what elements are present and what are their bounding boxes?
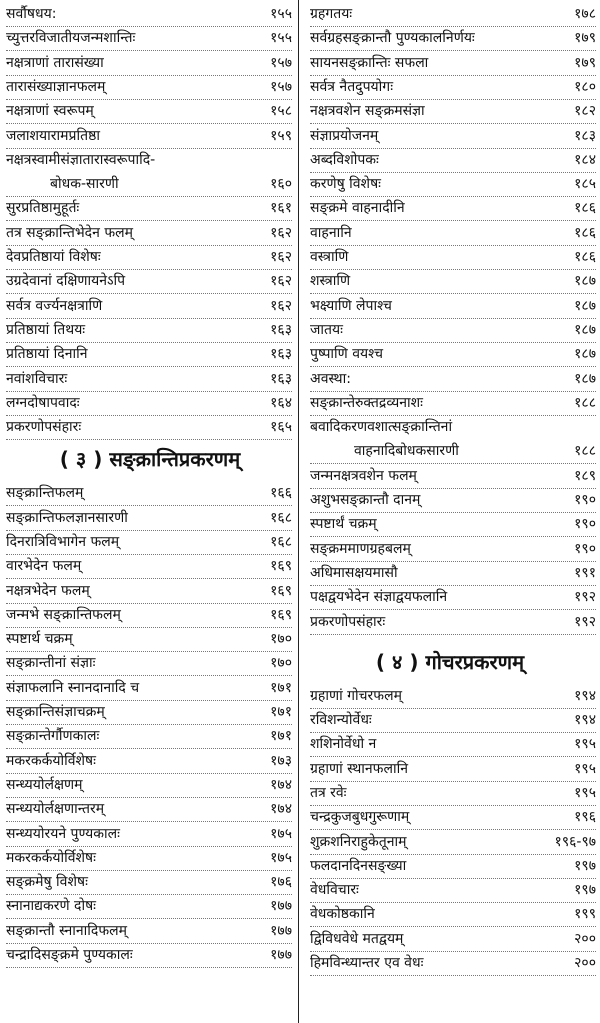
toc-entry-title: सङ्क्रान्तेर्गौणकालः xyxy=(6,728,100,744)
toc-entry-page: १६८ xyxy=(270,510,292,526)
toc-entry xyxy=(6,124,292,149)
toc-entry xyxy=(310,512,596,537)
toc-entry xyxy=(6,506,292,531)
toc-entry-title: वारभेदेन फलम् xyxy=(6,558,82,574)
toc-entry xyxy=(6,75,292,100)
toc-entry xyxy=(310,124,596,149)
toc-entry xyxy=(6,603,292,628)
toc-entry-title: नवांशविचारः xyxy=(6,371,68,387)
toc-entry-title: शस्त्राणि xyxy=(310,273,351,289)
toc-entry-page: १७८ xyxy=(574,6,596,22)
toc-entry-title: चन्द्रकुजबुधगुरूणाम् xyxy=(310,809,410,825)
toc-entry-title: सुरप्रतिष्ठामुहूर्तः xyxy=(6,200,80,216)
toc-entry-title: वेधविचारः xyxy=(310,882,359,898)
toc-entry xyxy=(310,391,596,416)
toc-entry xyxy=(6,919,292,944)
toc-entry-page: १८४ xyxy=(574,152,596,168)
toc-entry xyxy=(6,724,292,749)
toc-entry-page: १५५ xyxy=(270,6,292,22)
toc-entry-page: १७५ xyxy=(270,826,292,842)
toc-entry-page: १७१ xyxy=(270,728,292,744)
toc-entry xyxy=(310,75,596,100)
toc-entry xyxy=(6,318,292,343)
toc-entry xyxy=(6,554,292,579)
section-heading: ( ३ ) सङ्क्रान्तिप्रकरणम् xyxy=(59,447,241,471)
toc-entry xyxy=(310,26,596,51)
toc-entry-page: २०० xyxy=(574,931,596,947)
toc-entry xyxy=(6,651,292,676)
toc-entry-page: १६९ xyxy=(270,558,292,574)
toc-entry-page: १५५ xyxy=(270,30,292,46)
column-divider xyxy=(298,0,299,1023)
toc-entry-page: १९१ xyxy=(574,565,596,581)
toc-entry xyxy=(6,415,292,440)
toc-entry xyxy=(6,530,292,555)
toc-entry-page: १९४ xyxy=(574,688,596,704)
toc-entry-page: १६४ xyxy=(270,395,292,411)
toc-entry-title: ग्रहाणां गोचरफलम् xyxy=(310,688,402,704)
toc-entry xyxy=(310,342,596,367)
toc-entry xyxy=(310,684,596,709)
toc-entry xyxy=(6,676,292,701)
toc-entry-page: १८६ xyxy=(574,200,596,216)
toc-entry-title: तत्र रवेः xyxy=(310,785,347,801)
toc-entry-page: १७१ xyxy=(270,704,292,720)
toc-entry-title: अधिमासक्षयमासौ xyxy=(310,565,398,581)
toc-entry xyxy=(6,391,292,416)
toc-entry-page: १९९ xyxy=(574,906,596,922)
section-heading: ( ४ ) गोचरप्रकरणम् xyxy=(375,650,525,674)
toc-entry xyxy=(310,708,596,733)
toc-entry-title: भक्ष्याणि लेपाश्च xyxy=(310,298,392,314)
toc-entry-title: बवादिकरणवशात्सङ्क्रान्तिनां xyxy=(310,419,453,435)
toc-entry xyxy=(6,148,292,172)
toc-entry xyxy=(310,805,596,830)
toc-entry-title: वाहनादिबोधकसारणी xyxy=(354,443,459,459)
toc-entry-title: सर्वत्र वर्ज्यनक्षत्राणि xyxy=(6,298,103,314)
toc-entry-title: बोधक-सारणी xyxy=(50,176,119,192)
toc-entry-title: सन्ध्ययोर्लक्षणान्तरम् xyxy=(6,801,105,817)
toc-entry-page: १६२ xyxy=(270,225,292,241)
toc-entry xyxy=(310,367,596,392)
toc-entry-title: नक्षत्रस्वामीसंज्ञातारास्वरूपादि- xyxy=(6,152,156,168)
toc-entry-page: २०० xyxy=(574,955,596,971)
toc-entry xyxy=(6,342,292,367)
toc-entry-page: १८७ xyxy=(574,322,596,338)
toc-entry xyxy=(310,294,596,319)
toc-entry xyxy=(6,196,292,221)
toc-entry-title: रविशन्योर्वेधः xyxy=(310,712,372,728)
toc-entry-title: शुक्रशनिराहुकेतूनाम् xyxy=(310,834,407,850)
toc-entry-page: १७५ xyxy=(270,850,292,866)
toc-entry xyxy=(310,488,596,513)
toc-entry-page: १५७ xyxy=(270,55,292,71)
right-column xyxy=(300,0,600,1023)
toc-entry-title: जन्मभे सङ्क्रान्तिफलम् xyxy=(6,607,121,623)
toc-entry-title: संज्ञाप्रयोजनम् xyxy=(310,128,379,144)
toc-entry-page: १८८ xyxy=(574,443,596,459)
toc-entry-title: मकरकर्कयोर्विशेषः xyxy=(6,753,96,769)
toc-entry xyxy=(310,781,596,806)
toc-entry-title: जन्मनक्षत्रवशेन फलम् xyxy=(310,468,417,484)
toc-entry-title: फलदानदिनसङ्ख्या xyxy=(310,858,407,874)
toc-entry-page: १९५ xyxy=(574,761,596,777)
toc-entry xyxy=(310,878,596,903)
toc-entry xyxy=(310,196,596,221)
toc-entry-title: अब्दविशोपकः xyxy=(310,152,379,168)
toc-entry xyxy=(6,700,292,725)
toc-entry-page: १९० xyxy=(574,516,596,532)
toc-entry-page: १८८ xyxy=(574,395,596,411)
toc-entry-title: वेधकोष्ठकानि xyxy=(310,906,375,922)
toc-entry-title: दिनरात्रिविभागेन फलम् xyxy=(6,534,120,550)
toc-entry xyxy=(6,245,292,270)
toc-entry-title: सङ्क्रमेषु विशेषः xyxy=(6,874,88,890)
toc-entry-title: सर्वग्रहसङ्क्रान्तौ पुण्यकालनिर्णयः xyxy=(310,30,475,46)
toc-entry-title: तारासंख्याज्ञानफलम् xyxy=(6,79,106,95)
toc-entry-page: १८७ xyxy=(574,298,596,314)
toc-entry xyxy=(310,415,596,439)
toc-entry-title: सङ्क्रान्तिसंज्ञाचक्रम् xyxy=(6,704,105,720)
toc-entry xyxy=(310,269,596,294)
toc-entry xyxy=(6,579,292,604)
toc-entry xyxy=(310,854,596,879)
toc-entry-page: १६२ xyxy=(270,298,292,314)
toc-entry-title: वस्त्राणि xyxy=(310,249,349,265)
toc-entry-title: सङ्क्रान्तिफलम् xyxy=(6,485,84,501)
toc-entry-title: ग्रहाणां स्थानफलानि xyxy=(310,761,408,777)
toc-entry-page: १६९ xyxy=(270,607,292,623)
toc-entry xyxy=(310,245,596,270)
toc-entry-title: तत्र सङ्क्रान्तिभेदेन फलम् xyxy=(6,225,133,241)
toc-entry-title: सायनसङ्क्रान्तिः सफला xyxy=(310,55,429,71)
toc-entry-page: १९७ xyxy=(574,858,596,874)
toc-entry xyxy=(310,902,596,927)
toc-entry xyxy=(310,585,596,610)
toc-entry xyxy=(310,830,596,855)
toc-entry-page: १७० xyxy=(270,655,292,671)
toc-entry-title: सङ्क्रान्तीनां संज्ञाः xyxy=(6,655,96,671)
toc-entry-title: अशुभसङ्क्रान्तौ दानम् xyxy=(310,492,421,508)
toc-entry xyxy=(6,749,292,774)
toc-entry-title: अवस्था: xyxy=(310,371,351,387)
toc-entry-title: च्युत्तरविजातीयजन्मशान्तिः xyxy=(6,30,136,46)
toc-entry-title: प्रकरणोपसंहारः xyxy=(6,419,82,435)
toc-entry-title: सर्वत्र नैतदुपयोगः xyxy=(310,79,394,95)
toc-entry xyxy=(6,26,292,51)
toc-entry-page: १६३ xyxy=(270,371,292,387)
toc-entry xyxy=(6,822,292,847)
toc-entry-title: पक्षद्वयभेदेन संज्ञाद्वयफलानि xyxy=(310,589,448,605)
toc-entry-page: १६१ xyxy=(270,200,292,216)
toc-entry-page: १६६ xyxy=(270,485,292,501)
toc-entry xyxy=(310,951,596,976)
toc-entry xyxy=(310,2,596,27)
toc-entry-page: १७९ xyxy=(574,30,596,46)
toc-entry-page: १६२ xyxy=(270,273,292,289)
toc-entry xyxy=(310,927,596,952)
toc-entry xyxy=(310,99,596,124)
toc-entry xyxy=(310,439,596,464)
toc-entry-title: उग्रदेवानां दक्षिणायनेऽपि xyxy=(6,273,126,289)
toc-entry xyxy=(310,561,596,586)
toc-entry-title: स्नानाद्यकरणे दोषः xyxy=(6,898,96,914)
toc-entry xyxy=(310,148,596,173)
toc-entry xyxy=(6,870,292,895)
toc-entry xyxy=(6,481,292,506)
toc-entry-page: १७४ xyxy=(270,801,292,817)
toc-entry-page: १९६-९७ xyxy=(554,834,596,850)
toc-entry xyxy=(6,367,292,392)
toc-entry-page: १८२ xyxy=(574,103,596,119)
toc-entry-title: प्रकरणोपसंहारः xyxy=(310,614,386,630)
toc-entry-title: स्पष्टार्थं चक्रम् xyxy=(310,516,377,532)
toc-entry-title: नक्षत्राणां तारासंख्या xyxy=(6,55,104,71)
toc-entry-page: १६५ xyxy=(270,419,292,435)
toc-entry-page: १८६ xyxy=(574,225,596,241)
toc-entry-page: १७६ xyxy=(270,874,292,890)
toc-entry-page: १६० xyxy=(270,176,292,192)
toc-entry-page: १७७ xyxy=(270,947,292,963)
toc-entry-title: जलाशयारामप्रतिष्ठा xyxy=(6,128,100,144)
toc-entry-page: १९० xyxy=(574,492,596,508)
toc-entry-page: १६३ xyxy=(270,346,292,362)
toc-entry-page: १६३ xyxy=(270,322,292,338)
toc-entry xyxy=(310,537,596,562)
toc-entry-page: १८७ xyxy=(574,346,596,362)
toc-entry-title: सङ्क्रममाणग्रहबलम् xyxy=(310,541,411,557)
toc-entry-page: १७४ xyxy=(270,777,292,793)
toc-entry-title: प्रतिष्ठायां तिथयः xyxy=(6,322,86,338)
toc-entry xyxy=(310,172,596,197)
toc-entry-page: १९५ xyxy=(574,785,596,801)
toc-entry-title: सङ्क्रान्तौ स्नानादिफलम् xyxy=(6,923,127,939)
toc-entry-title: प्रतिष्ठायां दिनानि xyxy=(6,346,88,362)
toc-entry-page: १९० xyxy=(574,541,596,557)
toc-entry xyxy=(6,294,292,319)
toc-entry-title: करणेषु विशेषः xyxy=(310,176,381,192)
toc-entry xyxy=(6,846,292,871)
toc-entry-page: १९६ xyxy=(574,809,596,825)
toc-entry xyxy=(6,627,292,652)
toc-entry-title: सङ्क्रमे वाहनादीनि xyxy=(310,200,405,216)
toc-entry-page: १९७ xyxy=(574,882,596,898)
toc-entry-title: नक्षत्रवशेन सङ्क्रमसंज्ञा xyxy=(310,103,425,119)
toc-entry-page: १५८ xyxy=(270,103,292,119)
toc-entry-page: १९५ xyxy=(574,736,596,752)
toc-entry-page: १८७ xyxy=(574,273,596,289)
toc-entry xyxy=(6,773,292,798)
toc-entry-page: १७० xyxy=(270,631,292,647)
toc-entry-title: सर्वौषधय: xyxy=(6,6,57,22)
toc-entry-title: संज्ञाफलानि स्नानदानादि च xyxy=(6,680,140,696)
toc-entry-page: १७३ xyxy=(270,753,292,769)
toc-entry xyxy=(6,221,292,246)
toc-entry-page: १८९ xyxy=(574,468,596,484)
toc-entry-page: १७७ xyxy=(270,898,292,914)
toc-entry-title: ग्रहगतयः xyxy=(310,6,353,22)
toc-entry xyxy=(6,943,292,968)
toc-entry-title: सङ्क्रान्तिफलज्ञानसारणी xyxy=(6,510,128,526)
toc-entry-page: १९२ xyxy=(574,614,596,630)
toc-entry-title: सन्ध्ययोर्लक्षणम् xyxy=(6,777,83,793)
toc-entry xyxy=(6,51,292,76)
toc-entry-title: नक्षत्राणां स्वरूपम् xyxy=(6,103,94,119)
toc-entry-title: वाहनानि xyxy=(310,225,352,241)
toc-entry-title: देवप्रतिष्ठायां विशेषः xyxy=(6,249,101,265)
toc-entry-title: सन्ध्ययोरयने पुण्यकालः xyxy=(6,826,120,842)
toc-entry-page: १६८ xyxy=(270,534,292,550)
toc-entry-page: १७७ xyxy=(270,923,292,939)
toc-entry xyxy=(6,2,292,27)
toc-entry-title: चन्द्रादिसङ्क्रमे पुण्यकालः xyxy=(6,947,133,963)
toc-entry xyxy=(6,894,292,919)
toc-entry-title: मकरकर्कयोर्विशेषः xyxy=(6,850,96,866)
toc-entry xyxy=(6,797,292,822)
toc-entry-page: १९२ xyxy=(574,589,596,605)
toc-entry-title: स्पष्टार्थ चक्रम् xyxy=(6,631,73,647)
toc-entry-title: पुष्पाणि वयश्च xyxy=(310,346,383,362)
toc-entry-page: १५९ xyxy=(270,128,292,144)
toc-entry-page: १८६ xyxy=(574,249,596,265)
toc-entry xyxy=(310,51,596,76)
toc-entry-page: १७१ xyxy=(270,680,292,696)
toc-entry-page: १८७ xyxy=(574,371,596,387)
toc-entry xyxy=(310,464,596,489)
toc-entry-title: नक्षत्रभेदेन फलम् xyxy=(6,583,90,599)
toc-entry xyxy=(6,172,292,197)
toc-entry xyxy=(6,99,292,124)
toc-entry-title: शशिनोर्वेधो न xyxy=(310,736,377,752)
toc-entry-title: हिमविन्ध्यान्तर एव वेधः xyxy=(310,955,424,971)
toc-entry-title: लग्नदोषापवादः xyxy=(6,395,80,411)
toc-entry xyxy=(310,221,596,246)
toc-entry-page: १८५ xyxy=(574,176,596,192)
toc-entry-page: १५७ xyxy=(270,79,292,95)
toc-entry-title: सङ्क्रान्तेरुक्तद्रव्यनाशः xyxy=(310,395,423,411)
toc-entry xyxy=(6,269,292,294)
toc-entry-title: द्विविधवेधे मतद्वयम् xyxy=(310,931,404,947)
toc-entry xyxy=(310,757,596,782)
toc-entry-page: १८३ xyxy=(574,128,596,144)
toc-entry xyxy=(310,318,596,343)
toc-entry-page: १९४ xyxy=(574,712,596,728)
toc-entry xyxy=(310,732,596,757)
toc-entry xyxy=(310,610,596,635)
toc-entry-page: १८० xyxy=(574,79,596,95)
toc-entry-page: १७९ xyxy=(574,55,596,71)
toc-entry-page: १६२ xyxy=(270,249,292,265)
toc-entry-title: जातयः xyxy=(310,322,343,338)
toc-entry-page: १६९ xyxy=(270,583,292,599)
